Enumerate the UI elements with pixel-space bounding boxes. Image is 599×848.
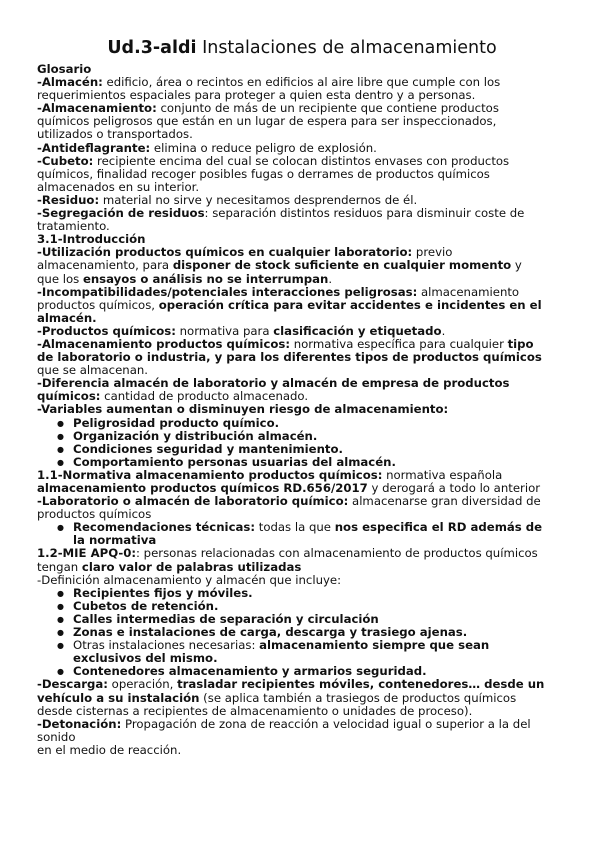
bold-run: tipo <box>507 336 534 351</box>
bold-run: operación crítica para evitar accidentes e incidentes en el <box>158 297 542 312</box>
text-run: tengan <box>37 559 82 574</box>
bold-run: Comportamiento personas usuarias del almacén. <box>73 454 396 469</box>
text-run: productos químicos, <box>37 297 159 312</box>
text-run: almacenados en su interior. <box>37 179 200 194</box>
text-line <box>37 718 567 731</box>
bold-run: almacenamiento productos químicos RD.656/2017 <box>37 481 368 495</box>
text-run: almacenarse gran diversidad de <box>348 494 541 509</box>
text-run: previo <box>412 245 453 260</box>
bold-run: Contenedores almacenamiento y armarios seguridad. <box>73 664 427 679</box>
bold-run: Organización y distribución almacén. <box>73 428 318 443</box>
bold-run: exclusivos del mismo. <box>73 651 218 666</box>
bold-run: -Laboratorio o almacén de laboratorio químico: <box>37 494 349 509</box>
bold-run: -Productos químicos: <box>37 323 176 338</box>
bullet-item <box>37 639 567 652</box>
text-run: Otras instalaciones necesarias: <box>73 638 260 653</box>
bold-run: -Utilización productos químicos en cualquier laboratorio: <box>37 245 413 260</box>
text-run: requerimientos espaciales para proteger a quien esta dentro y a personas. <box>37 88 476 103</box>
text-run: operación, <box>107 677 178 692</box>
bold-run: nos especifica el RD además de <box>334 520 543 535</box>
bold-run: Cubetos de retención. <box>73 598 219 613</box>
text-run: cantidad de producto almacenado. <box>100 389 309 404</box>
page-title-unit: Ud.3-aldi <box>107 38 197 58</box>
bold-run: -Segregación de residuos <box>37 206 205 221</box>
bold-run: Recipientes fijos y móviles. <box>73 585 253 600</box>
bold-run: químicos: <box>37 389 101 404</box>
text-run: normativa para <box>175 323 274 338</box>
text-run: y derogará a todo lo anterior <box>367 481 541 495</box>
text-run: : personas relacionadas con almacenamiento de productos químicos <box>136 546 538 561</box>
text-run: edificio, área o recintos en edificios al aire libre que cumple con los <box>102 75 501 90</box>
bold-run: clasificación y etiquetado <box>273 323 442 338</box>
text-run: químicos, finalidad recoger posibles fugas o derrames de productos químicos <box>37 166 490 181</box>
page-title-text: Instalaciones de almacenamiento <box>196 38 497 58</box>
bold-run: trasladar recipientes móviles, contenedores… desde un <box>177 677 545 692</box>
bold-run: 3.1-Introducción <box>37 232 146 247</box>
text-run: productos químicos <box>37 507 152 522</box>
bold-run: -Diferencia almacén de laboratorio y almacén de empresa de productos <box>37 376 510 391</box>
bullet-item <box>37 665 567 678</box>
text-run: almacenamiento, para <box>37 258 173 273</box>
bold-run: vehículo a su instalación <box>37 690 200 705</box>
text-line <box>37 207 567 220</box>
bold-run: -Incompatibilidades/potenciales interacciones peligrosas: <box>37 284 418 299</box>
text-run: sonido <box>37 729 76 744</box>
bold-run: Recomendaciones técnicas: <box>73 520 256 535</box>
bold-run: almacenamiento siempre que sean <box>259 638 490 653</box>
bold-run: -Almacenamiento productos químicos: <box>37 336 291 351</box>
bullet-item <box>37 456 567 469</box>
document-page <box>37 38 567 757</box>
text-run: recipiente encima del cual se colocan distintos envases con productos <box>93 153 510 168</box>
bold-run: disponer de stock suficiente en cualquier momento <box>172 258 512 273</box>
text-run: y <box>511 258 522 273</box>
document-body <box>37 63 567 757</box>
text-line <box>37 299 567 312</box>
text-run: . <box>328 271 333 286</box>
page-title <box>37 38 567 58</box>
text-run: conjunto de más de un recipiente que contiene productos <box>156 101 499 116</box>
bold-run: la normativa <box>73 533 157 548</box>
bold-run: -Antideflagrante: <box>37 140 151 155</box>
text-run: normativa específica para cualquier <box>290 336 508 351</box>
text-run: tratamiento. <box>37 219 110 234</box>
bold-run: Calles intermedias de separación y circulación <box>73 611 379 626</box>
bold-run: -Almacén: <box>37 75 103 90</box>
text-run: en el medio de reacción. <box>37 742 182 757</box>
bold-run: -Residuo: <box>37 192 100 207</box>
text-run: : separación distintos residuos para disminuir coste de <box>204 206 525 221</box>
bold-run: de laboratorio o industria, y para los diferentes tipos de productos químicos <box>37 350 542 365</box>
bullet-item <box>37 521 567 534</box>
text-run: elimina o reduce peligro de explosión. <box>150 140 377 155</box>
text-run: material no sirve y necesitamos desprendernos de él. <box>99 192 418 207</box>
bold-run: -Variables aumentan o disminuyen riesgo de almacenamiento: <box>37 402 449 417</box>
text-run: desde cisternas a recipientes de almacenamiento o unidades de proceso). <box>37 703 473 718</box>
bold-run: Glosario <box>37 62 92 76</box>
bold-run: ensayos o análisis no se interrumpan <box>82 271 329 286</box>
bold-run: 1.2-MIE APQ-0: <box>37 546 137 561</box>
text-run: (se aplica también a trasiegos de productos químicos <box>199 690 517 705</box>
bold-run: claro valor de palabras utilizadas <box>81 559 302 574</box>
text-run: que los <box>37 271 83 286</box>
bold-run: almacén. <box>37 310 97 325</box>
text-run: almacenamiento <box>417 284 520 299</box>
text-run: Propagación de zona de reacción a velocidad igual o superior a la del <box>121 716 531 731</box>
text-run: utilizados o transportados. <box>37 127 193 142</box>
bold-run: Zonas e instalaciones de carga, descarga y trasiego ajenas. <box>73 625 468 640</box>
bold-run: Peligrosidad producto químico. <box>73 415 280 430</box>
bold-run: Condiciones seguridad y mantenimiento. <box>73 441 343 456</box>
text-run: que se almacenan. <box>37 363 148 378</box>
text-run: . <box>441 323 446 338</box>
text-run: -Definición almacenamiento y almacén que incluye: <box>37 572 342 587</box>
bold-run: 1.1-Normativa almacenamiento productos químicos: <box>37 467 383 482</box>
text-run: normativa española <box>382 467 503 482</box>
text-run: todas la que <box>255 520 335 535</box>
bold-run: -Cubeto: <box>37 153 94 168</box>
text-run: químicos peligrosos que están en un lugar de espera para ser inspeccionados, <box>37 114 497 129</box>
bold-run: -Detonación: <box>37 716 122 731</box>
bold-run: -Descarga: <box>37 677 108 692</box>
text-line <box>37 744 567 757</box>
bold-run: -Almacenamiento: <box>37 101 157 116</box>
